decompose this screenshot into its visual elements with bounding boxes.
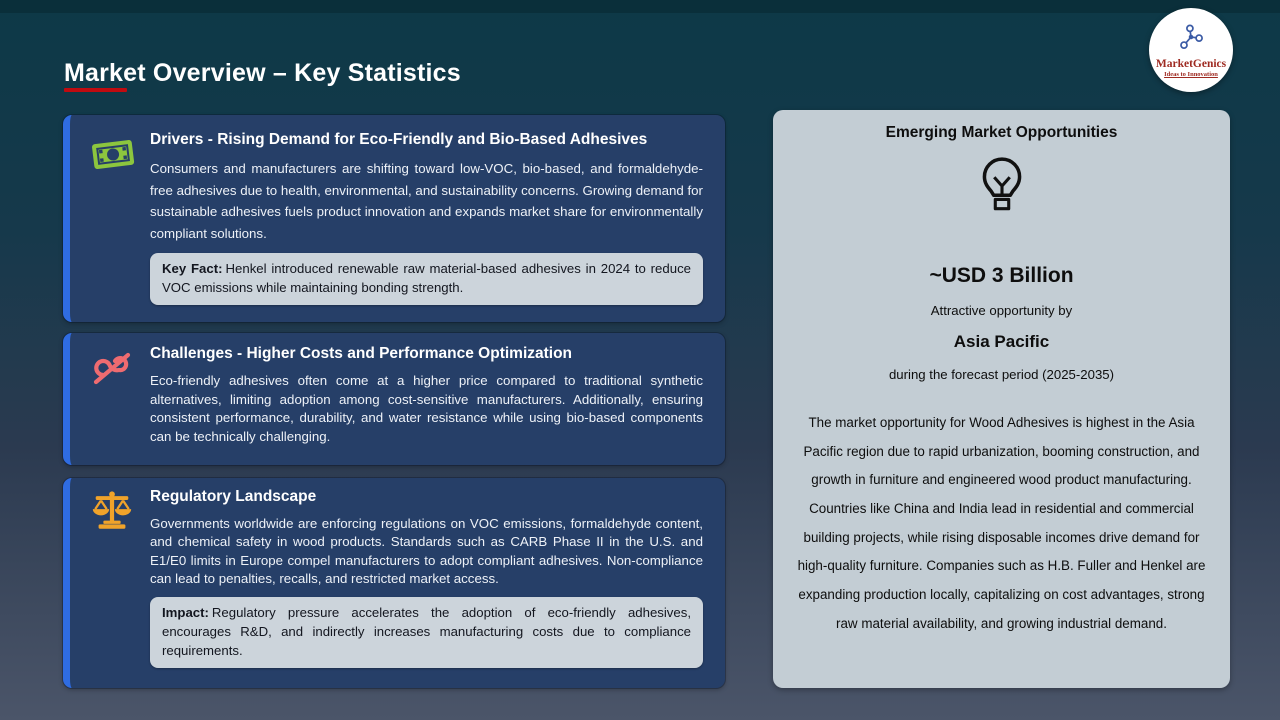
tangled-knot-icon [89, 349, 137, 397]
lightbulb-icon [795, 155, 1208, 222]
card-title: Challenges - Higher Costs and Performance Optimization [150, 345, 573, 362]
card-body: Governments worldwide are enforcing regulations on VOC emissions, formaldehyde content, and chemical safety in wood products. Standards such as CARB Phase II in the U.S. and E1/E0 limits in Europe compel manufacturers to adopt compliant adhesives. Non-compliance can lead to penalties, recalls, and restricted market access. [150, 516, 703, 587]
callout-text: Regulatory pressure accelerates the adoption of eco-friendly adhesives, encourages R&D, and indirectly increases manufacturing costs due to compliance requirements. [162, 605, 691, 659]
page-title: Market Overview – Key Statistics [64, 58, 461, 87]
card-title: Regulatory Landscape [150, 488, 317, 505]
impact-callout [150, 597, 703, 668]
opportunity-panel [773, 110, 1230, 688]
callout-label: Key Fact: [162, 261, 223, 277]
card-regulatory [63, 478, 725, 688]
opportunity-period: during the forecast period (2025-2035) [888, 367, 1115, 382]
callout-text: Henkel introduced renewable raw material-based adhesives in 2024 to reduce VOC emissions while maintaining bonding strength. [162, 261, 691, 295]
card-title: Drivers - Rising Demand for Eco-Friendly and Bio-Based Adhesives [150, 131, 648, 148]
opportunity-description: The market opportunity for Wood Adhesives is highest in the Asia Pacific region due to rapid urbanization, booming construction, and growth in furniture and engineered wood product manufacturing. Countries like China and India lead in residential and commercial building projects, while rising disposable incomes drive demand for high-quality furniture. Companies such as H.B. Fuller and Henkel are expanding production locally, capitalizing on cost advantages, strong raw material availability, and growing industrial demand. [797, 415, 1206, 631]
scales-icon [89, 489, 137, 537]
molecule-icon [1177, 23, 1205, 56]
opportunity-region: Asia Pacific [953, 332, 1050, 351]
opportunity-value: ~USD 3 Billion [929, 264, 1074, 287]
title-underline [64, 88, 127, 92]
top-strip [0, 0, 1280, 13]
logo [1149, 8, 1233, 92]
callout-label: Impact: [162, 605, 209, 621]
card-body: Consumers and manufacturers are shifting toward low-VOC, bio-based, and formaldehyde-free adhesives due to health, environmental, and sustainability concerns. Growing demand for sustainable adhesives fuels product innovation and expands market share for environmentally compliant solutions. [150, 161, 703, 241]
key-fact-callout [150, 253, 703, 305]
opportunity-caption: Attractive opportunity by [930, 303, 1073, 318]
panel-title: Emerging Market Opportunities [885, 124, 1118, 141]
card-body: Eco-friendly adhesives often come at a higher price compared to traditional synthetic alternatives, limiting adoption among cost-sensitive manufacturers. Additionally, ensuring consistent performance, durability, and water resistance while using bio-based components can be technically challenging. [150, 373, 703, 444]
money-icon [89, 134, 137, 182]
card-drivers [63, 115, 725, 322]
card-challenges [63, 333, 725, 465]
logo-tagline: Ideas to Innovation [1164, 70, 1218, 78]
logo-name: MarketGenics [1155, 57, 1227, 70]
